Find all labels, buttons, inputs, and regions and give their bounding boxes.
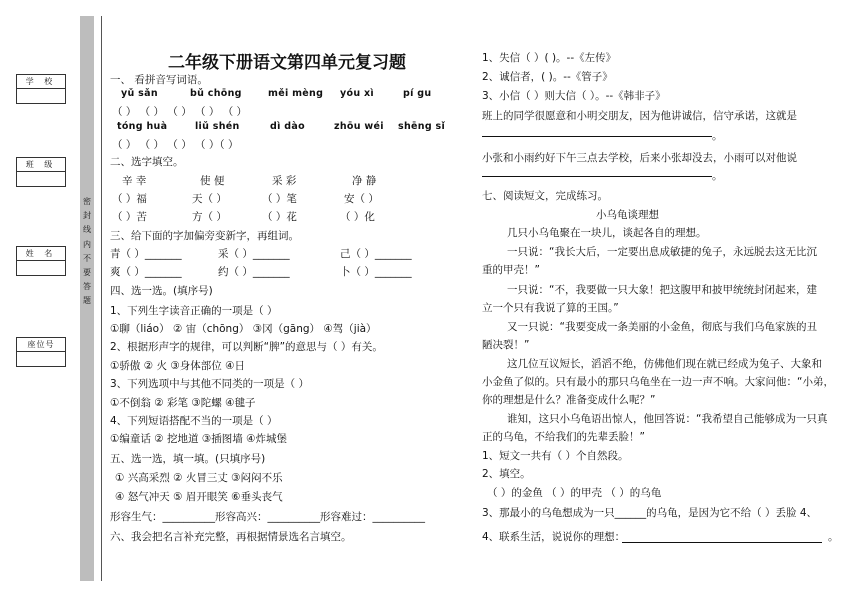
para-5a: 这几位互议短长，滔滔不绝，仿佛他们现在就已经成为兔子、大象和 [507, 358, 822, 370]
para-5c: 你的理想是什么？准备变成什么呢？” [482, 394, 656, 406]
para-2a: 一只说：“我长大后，一定要出息成敏捷的兔子，永远脱去这无比沉 [507, 246, 817, 258]
section-1-heading: 一、 看拼音写词语。 [110, 74, 208, 86]
para-6a: 谁知，这只小乌龟语出惊人，他回答说：“我希望自己能够成为一只真 [507, 413, 828, 425]
story-title: 小乌龟谈理想 [596, 209, 659, 221]
answer-row-1[interactable]: （ ） （ ） （ ） （ ） （ ） [112, 106, 248, 118]
fill-2-1-2[interactable]: 天（ ） [192, 193, 227, 205]
para-4b: 陋决裂！” [482, 339, 530, 351]
idiom-row-2: ④ 怒气冲天 ⑤ 眉开眼笑 ⑥垂头丧气 [115, 491, 283, 503]
fill-2-2-4[interactable]: （ ）化 [340, 211, 375, 223]
para-4a: 又一只说：“我要变成一条美丽的小金鱼，彻底与我们乌龟家族的丑 [507, 321, 817, 333]
question-4-3-options: ①不倒翁 ② 彩笔 ③陀螺 ④毽子 [110, 397, 256, 409]
para-3a: 一只说：“不，我要做一只大象！把这腹甲和披甲统统封闭起来，建 [507, 284, 817, 296]
fill-2-1-4[interactable]: 安（ ） [344, 193, 379, 205]
fill-3-2-2[interactable]: 约（ ）_______ [218, 266, 290, 278]
fill-2-1-1[interactable]: （ ）福 [112, 193, 147, 205]
para-3b: 立一个只有我说了算的王国。” [482, 302, 619, 314]
para-5b: 小金鱼了似的。只有最小的那只乌龟坐在一边一声不响。大家问他：“小弟， [482, 376, 834, 388]
section-2-heading: 二、选字填空。 [110, 156, 184, 168]
pinyin-1-1: yǔ sǎn [121, 88, 158, 99]
exercise-1[interactable]: 1、短文一共有（ ）个自然段。 [482, 450, 629, 462]
section-4-heading: 四、选一选。(填序号) [110, 285, 213, 297]
para-1: 几只小乌龟聚在一块儿，谈起各自的理想。 [507, 227, 707, 239]
exercise-3[interactable]: 3、那最小的乌龟想成为一只______的乌龟，是因为它不给（ ）丢脸 4、 [482, 507, 818, 519]
seat-label: 座位号 [17, 338, 65, 352]
seal-line [101, 16, 102, 581]
pinyin-2-4: zhōu wéi [334, 121, 384, 132]
scenario-2-period: 。 [712, 170, 723, 182]
section-5-heading: 五、选一选，填一填。(只填序号) [110, 453, 266, 465]
question-4-4: 4、下列短语搭配不当的一项是（ ） [110, 415, 278, 427]
fill-2-2-3[interactable]: （ ）花 [262, 211, 297, 223]
seal-text: 密封线内不要答题 [83, 197, 91, 306]
fill-2-2-2[interactable]: 方（ ） [192, 211, 227, 223]
quote-2[interactable]: 2、诚信者，( )。--《管子》 [482, 71, 613, 83]
pinyin-1-4: yóu xì [340, 88, 374, 99]
name-label: 姓 名 [17, 247, 65, 261]
quote-1[interactable]: 1、失信（ ）( )。--《左传》 [482, 52, 617, 64]
pinyin-2-5: shēng sǐ [398, 121, 446, 132]
quote-3[interactable]: 3、小信（ ）则大信（ ）。--《韩非子》 [482, 90, 666, 102]
scenario-1-period: 。 [712, 130, 723, 142]
section-6-heading: 六、我会把名言补充完整，再根据情景选名言填空。 [110, 531, 352, 543]
answer-row-2[interactable]: （ ） （ ） （ ） （ ）（ ） [112, 139, 239, 151]
fill-3-1-1[interactable]: 青（ ）_______ [110, 248, 182, 260]
idiom-row-1: ① 兴高采烈 ② 火冒三丈 ③闷闷不乐 [115, 472, 283, 484]
section-7-heading: 七、阅读短文，完成练习。 [482, 190, 608, 202]
fill-3-2-3[interactable]: 卜（ ）_______ [340, 266, 412, 278]
char-pair-4: 净 静 [352, 175, 377, 187]
seat-field[interactable] [16, 337, 66, 367]
class-field[interactable] [16, 157, 66, 187]
question-4-2-options: ①骄傲 ② 火 ③身体部位 ④日 [110, 360, 246, 372]
class-label: 班 级 [17, 158, 65, 172]
exercise-4-answer-line[interactable] [622, 542, 822, 543]
char-pair-3: 采 彩 [272, 175, 297, 187]
scenario-2-answer-line[interactable] [482, 176, 712, 177]
exercise-2: 2、填空。 [482, 468, 531, 480]
char-pair-2: 使 便 [200, 175, 225, 187]
para-6b: 正的乌龟，不给我们的先辈丢脸！” [482, 431, 645, 443]
name-field[interactable] [16, 246, 66, 276]
para-2b: 重的甲壳！” [482, 264, 540, 276]
fill-2-1-3[interactable]: （ ）笔 [262, 193, 297, 205]
char-pair-1: 辛 幸 [122, 175, 147, 187]
fill-2-2-1[interactable]: （ ）苦 [112, 211, 147, 223]
exercise-2-fill[interactable]: （ ）的金鱼 （ ）的甲壳 （ ）的乌龟 [487, 487, 662, 499]
pinyin-1-2: bǔ chōng [190, 88, 242, 99]
exercise-4: 4、联系生活，说说你的理想： [482, 531, 626, 543]
school-field[interactable] [16, 74, 66, 104]
pinyin-2-2: liǔ shén [195, 121, 240, 132]
fill-3-2-1[interactable]: 爽（ ）_______ [110, 266, 182, 278]
pinyin-1-5: pí gu [403, 88, 432, 99]
question-4-1: 1、下列生字读音正确的一项是（ ） [110, 305, 278, 317]
question-4-3: 3、下列选项中与其他不同类的一项是（ ） [110, 378, 310, 390]
exercise-4-period: 。 [828, 531, 839, 543]
section-3-heading: 三、给下面的字加偏旁变新字，再组词。 [110, 230, 299, 242]
pinyin-2-3: dì dào [270, 121, 305, 132]
scenario-1-answer-line[interactable] [482, 136, 712, 137]
pinyin-2-1: tóng huà [117, 121, 168, 132]
scenario-1: 班上的同学很愿意和小明交朋友，因为他讲诚信，信守承诺，这就是 [482, 110, 797, 122]
fill-3-1-3[interactable]: 己（ ）_______ [340, 248, 412, 260]
pinyin-1-3: měi mèng [268, 88, 324, 99]
school-label: 学 校 [17, 75, 65, 89]
page-title: 二年级下册语文第四单元复习题 [168, 53, 406, 73]
fill-3-1-2[interactable]: 采（ ）_______ [218, 248, 290, 260]
question-4-2: 2、根据形声字的规律，可以判断“脾”的意思与（ ）有关。 [110, 341, 383, 353]
scenario-2: 小张和小雨约好下午三点去学校，后来小张却没去，小雨可以对他说 [482, 152, 797, 164]
question-4-1-options: ①聊（liáo） ② 宙（chōng） ③冈（gāng） ④驾（jià） [110, 323, 377, 335]
question-4-4-options: ①编童话 ② 挖地道 ③插图墙 ④炸城堡 [110, 433, 288, 445]
idiom-fill-row[interactable]: 形容生气：__________形容高兴：__________形容难过：__________ [110, 511, 425, 523]
